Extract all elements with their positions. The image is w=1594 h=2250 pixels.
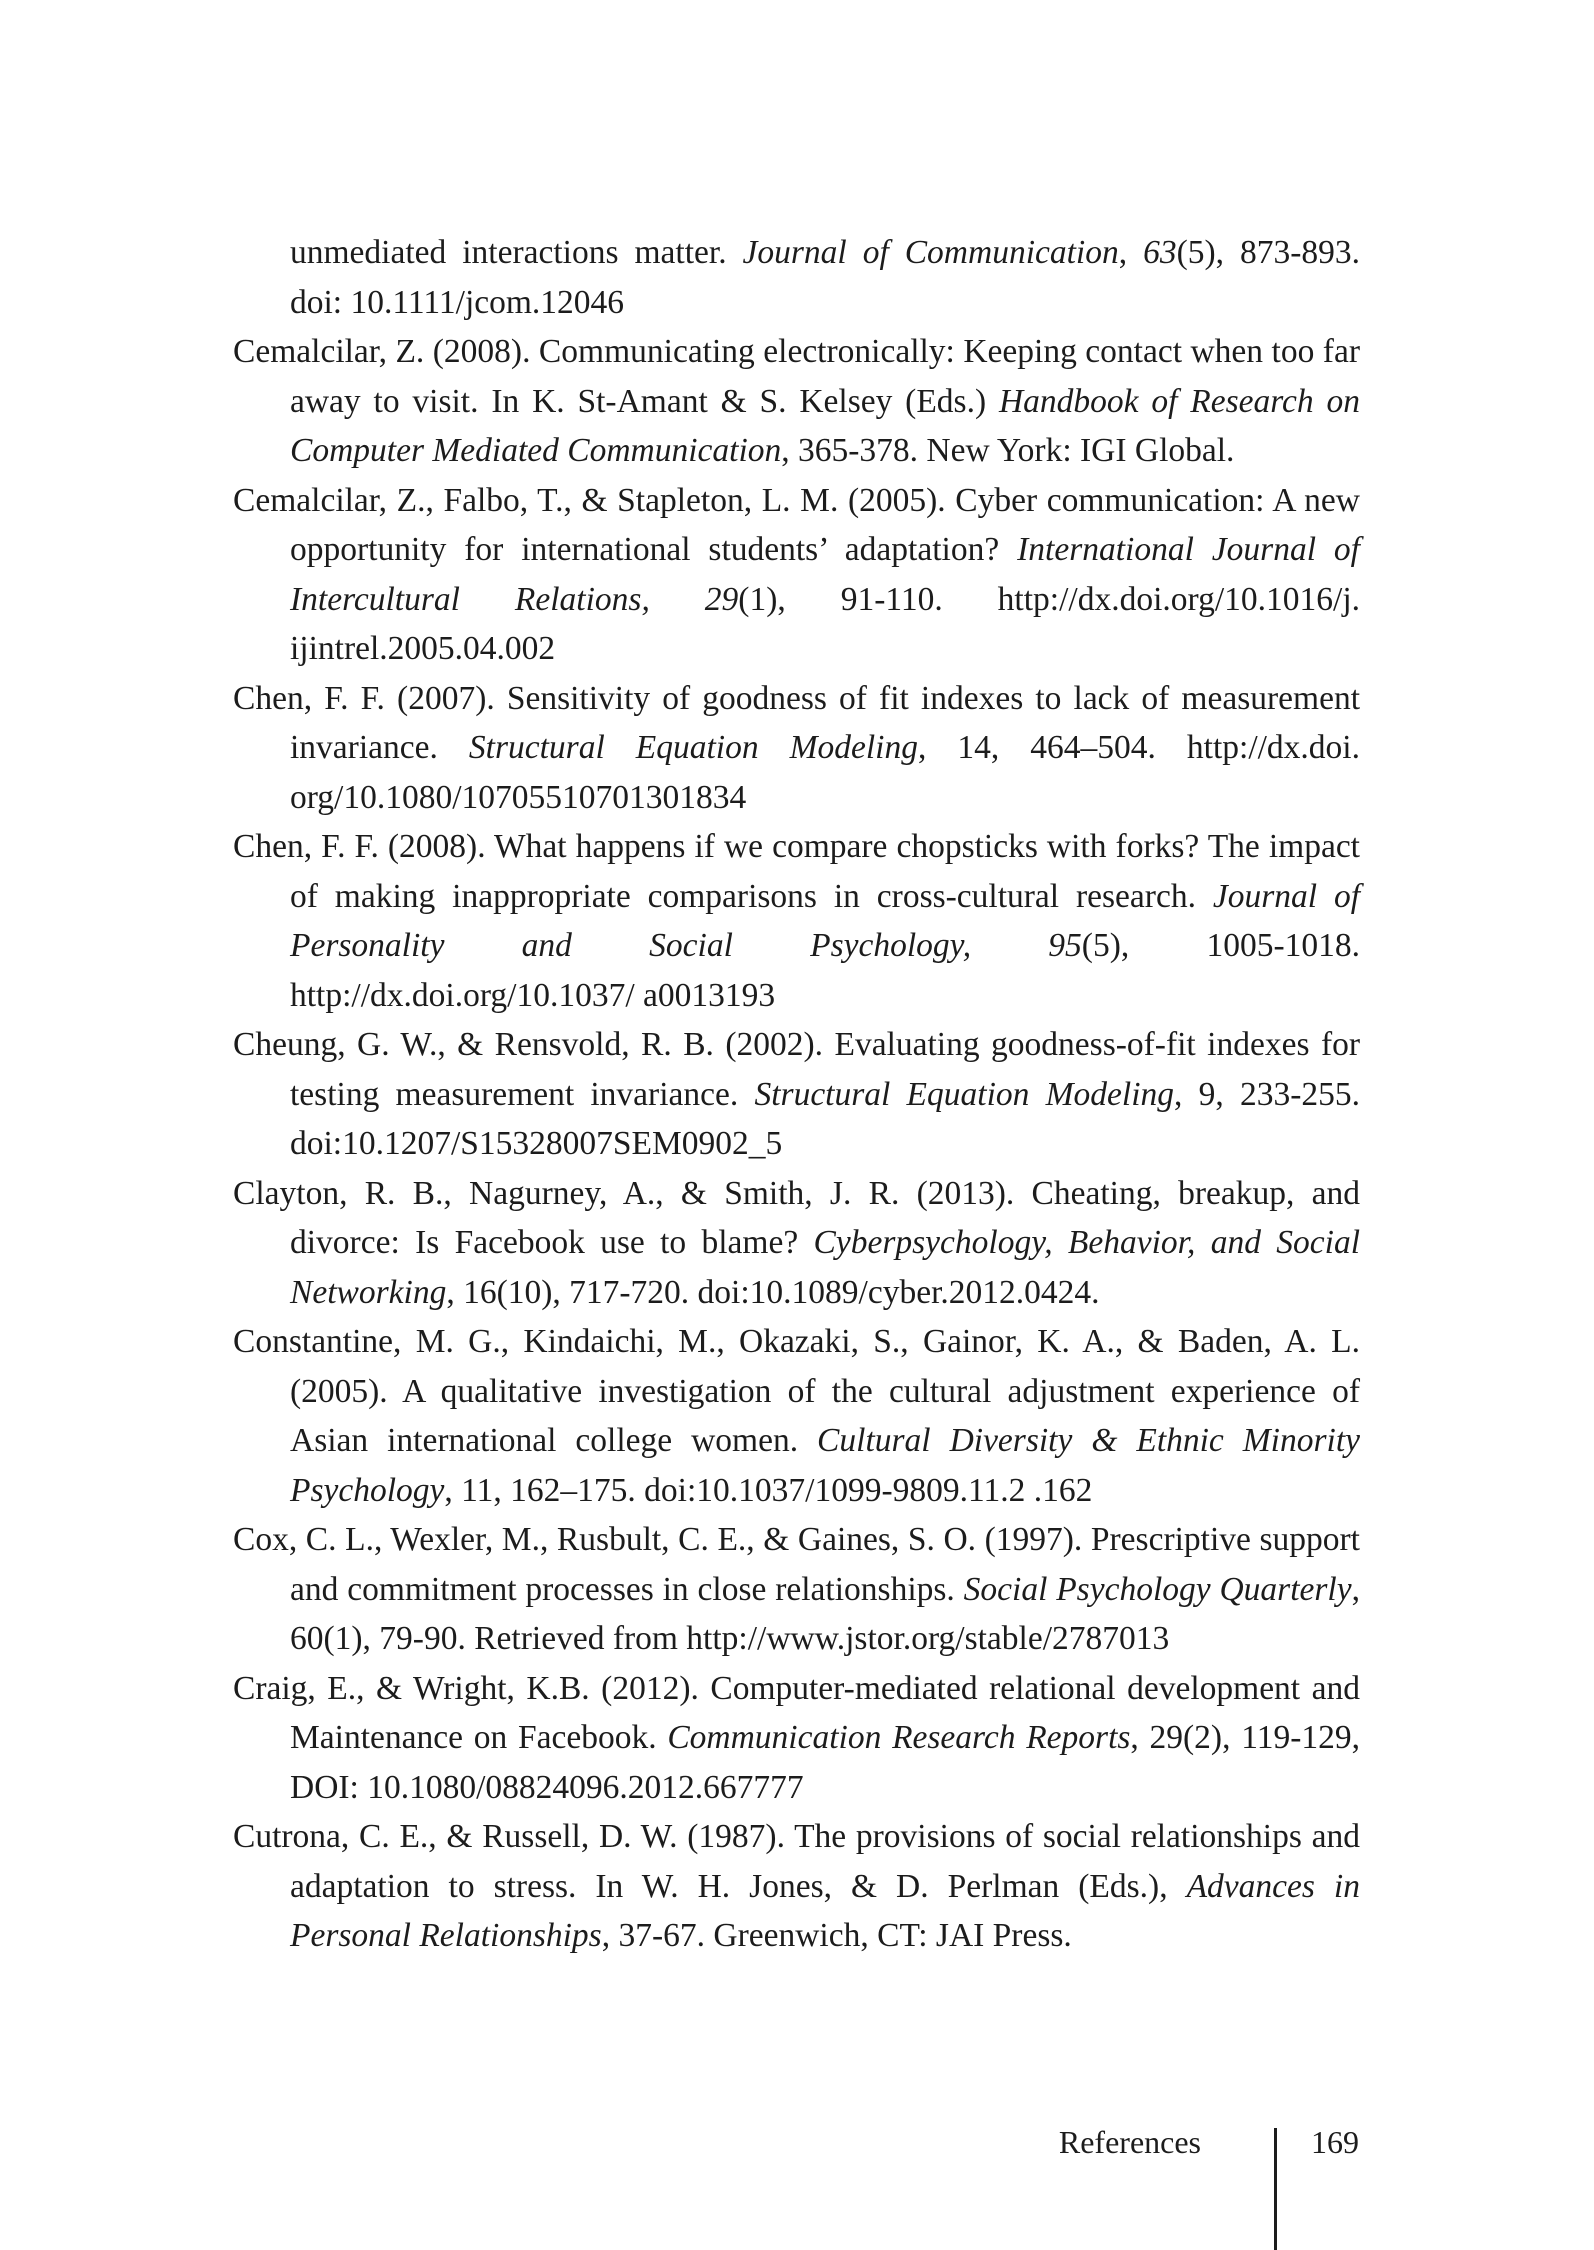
reference-list bbox=[233, 228, 1360, 1961]
reference-italic-text: International Journal of Intercultural Relations, 29 bbox=[290, 531, 1360, 618]
reference-text: , 16(10), 717-720. doi:10.1089/cyber.2012.0424. bbox=[446, 1273, 1100, 1311]
reference-text: Cox, C. L., Wexler, M., Rusbult, C. E., & Gaines, S. O. (1997). Prescriptive support and commitment processes in close relationships. bbox=[233, 1521, 1360, 1608]
reference-text: Cheung, G. W., & Rensvold, R. B. (2002). Evaluating goodness-of-fit indexes for testing measurement invariance. bbox=[233, 1026, 1360, 1113]
reference-text: , 60(1), 79-90. Retrieved from http://www.jstor.org/stable/2787013 bbox=[290, 1570, 1360, 1657]
reference-italic-text: Handbook of Research on Computer Mediated Communication bbox=[290, 382, 1360, 469]
reference-text: Chen, F. F. (2008). What happens if we compare chopsticks with forks? The impact of making inappropriate comparisons in cross-cultural research. bbox=[233, 828, 1360, 915]
running-head: References bbox=[1058, 2124, 1201, 2160]
reference-text: unmediated interactions matter. bbox=[290, 234, 743, 271]
reference-italic-text: Communication Research Reports bbox=[667, 1719, 1131, 1756]
reference-text: , 29(2), 119-129, DOI: 10.1080/08824096.2012.667777 bbox=[290, 1719, 1360, 1806]
reference-text: Cemalcilar, Z., Falbo, T., & Stapleton, L. M. (2005). Cyber communication: A new opportunity for international students’ adaptation? bbox=[233, 481, 1360, 568]
footer-divider bbox=[1274, 2128, 1277, 2250]
reference-italic-text: Structural Equation Modeling bbox=[754, 1075, 1175, 1113]
reference-text: , 14, 464–504. http://dx.doi. org/10.1080/10705510701301834 bbox=[290, 729, 1360, 816]
reference-text: Craig, E., & Wright, K.B. (2012). Computer-mediated relational development and Maintenance on Facebook. bbox=[233, 1669, 1360, 1756]
reference-italic-text: Journal of Personality and Social Psychology, 95 bbox=[290, 877, 1360, 964]
page-number: 169 bbox=[1311, 2124, 1359, 2160]
reference-text: , 365-378. New York: IGI Global. bbox=[781, 432, 1235, 469]
page-footer bbox=[0, 2122, 1594, 2250]
reference-text: , 37-67. Greenwich, CT: JAI Press. bbox=[601, 1917, 1072, 1954]
reference-text: Chen, F. F. (2007). Sensitivity of goodness of fit indexes to lack of measurement invariance. bbox=[233, 679, 1360, 766]
reference-text: Cemalcilar, Z. (2008). Communicating electronically: Keeping contact when too far away to visit. In K. St-Amant & S. Kelsey (Eds.) bbox=[233, 333, 1360, 420]
reference-italic-text: Journal of Communication bbox=[742, 234, 1119, 271]
reference-italic-text: Structural Equation Modeling bbox=[468, 729, 918, 766]
reference-entry bbox=[233, 327, 1360, 476]
reference-italic-text: 63 bbox=[1143, 234, 1177, 271]
reference-text: , 9, 233-255. doi:10.1207/S15328007SEM0902_5 bbox=[290, 1075, 1360, 1162]
reference-entry bbox=[233, 1169, 1360, 1318]
reference-entry bbox=[233, 228, 1360, 327]
reference-entry bbox=[233, 476, 1360, 674]
reference-entry bbox=[233, 1317, 1360, 1515]
reference-entry bbox=[233, 1020, 1360, 1169]
reference-italic-text: Advances in Personal Relationships bbox=[290, 1867, 1360, 1954]
reference-text: , 11, 162–175. doi:10.1037/1099-9809.11.2 .162 bbox=[444, 1471, 1093, 1509]
reference-italic-text: Social Psychology Quarterly bbox=[963, 1570, 1352, 1608]
reference-text: Clayton, R. B., Nagurney, A., & Smith, J. R. (2013). Cheating, breakup, and divorce: Is Facebook use to blame? bbox=[233, 1174, 1360, 1261]
reference-entry bbox=[233, 822, 1360, 1020]
reference-entry bbox=[233, 1515, 1360, 1664]
reference-text: (5), 873-893. doi: 10.1111/jcom.12046 bbox=[290, 234, 1361, 321]
reference-entry bbox=[233, 1664, 1360, 1813]
reference-italic-text: Cultural Diversity & Ethnic Minority Psychology bbox=[290, 1422, 1361, 1509]
reference-text: Cutrona, C. E., & Russell, D. W. (1987). The provisions of social relationships and adaptation to stress. In W. H. Jones, & D. Perlman (Eds.), bbox=[233, 1818, 1360, 1905]
reference-italic-text: Cyberpsychology, Behavior, and Social Networking bbox=[290, 1224, 1360, 1311]
reference-entry bbox=[233, 674, 1360, 823]
reference-text: (1), 91-110. http://dx.doi.org/10.1016/j. ijintrel.2005.04.002 bbox=[290, 580, 1361, 667]
reference-text: , bbox=[1118, 234, 1144, 271]
reference-text: (5), 1005-1018. http://dx.doi.org/10.1037/ a0013193 bbox=[290, 927, 1360, 1014]
reference-text: Constantine, M. G., Kindaichi, M., Okazaki, S., Gainor, K. A., & Baden, A. L. (2005). A qualitative investigation of the cultural adjustment experience of Asian international college women. bbox=[233, 1323, 1360, 1459]
reference-entry bbox=[233, 1812, 1360, 1961]
